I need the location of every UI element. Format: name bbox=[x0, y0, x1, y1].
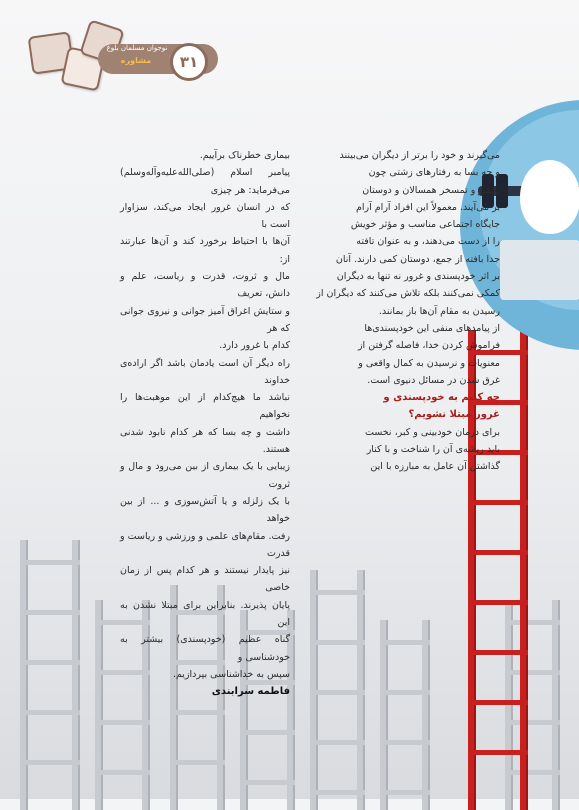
text-line: باید ریشه‌ی آن را شناخت و با کنار bbox=[366, 444, 500, 456]
text-line: بر اثر خودپسندی و غرور نه تنها به دیگران bbox=[336, 271, 500, 283]
text-line: می‌گیرند و خود را برتر از دیگران می‌بینند bbox=[339, 150, 500, 161]
article-left-column bbox=[120, 147, 290, 701]
text-line: پایان پذیرند. بنابراین برای مبتلا نشدن به این bbox=[120, 599, 290, 629]
text-line: نیز پایدار نیستند و هر کدام پس از زمان خاصی bbox=[120, 565, 290, 594]
text-line: برای درمان خودبینی و کبر، نخست bbox=[364, 426, 500, 438]
text-line: معنویات و نرسیدن به کمال واقعی و bbox=[358, 357, 500, 369]
section-heading: غرور مبتلا نشویم؟ bbox=[408, 409, 500, 421]
article-right-column bbox=[300, 147, 500, 476]
text-line: فراموش کردن خدا، فاصله گرفتن از bbox=[357, 340, 500, 352]
ladder-grey bbox=[380, 620, 430, 810]
text-line: نباشد ما هیچ‌کدام از این موهبت‌ها را نخواهیم bbox=[120, 392, 290, 421]
text-line: زیبایی با یک بیماری از بین می‌رود و مال و ثروت bbox=[120, 461, 290, 490]
text-line: غرق شدن در مسائل دنیوی است. bbox=[367, 374, 500, 386]
text-line: را از دست می‌دهند، و به عنوان تافته bbox=[356, 236, 500, 248]
text-line: راه دیگر آن است یادمان باشد اگر اراده‌ی خداوند bbox=[120, 357, 290, 386]
text-line: مال و ثروت، قدرت و ریاست، علم و دانش، تعریف bbox=[120, 271, 290, 300]
ladder-grey bbox=[310, 570, 365, 810]
section-label: مشاوره bbox=[120, 56, 152, 65]
section-heading: چه کنیم به خودپسندی و bbox=[383, 392, 500, 404]
text-line: جایگاه اجتماعی مناسب و مؤثر خویش bbox=[350, 219, 500, 231]
author-name: فاطمه سرابندی bbox=[211, 686, 290, 698]
text-line: رفت. مقام‌های علمی و ورزشی و ریاست و قدرت bbox=[120, 530, 290, 559]
text-line: از پیامدهای منفی این خودپسندی‌ها bbox=[364, 322, 500, 334]
text-line: پیامبر اسلام (صلی‌الله‌علیه‌وآله‌وسلم) می‌فرماید: هر چیزی bbox=[120, 167, 290, 196]
magazine-title: نوجوان مسلمان بلوغ bbox=[106, 44, 168, 52]
text-line: که در انسان غرور ایجاد می‌کند، سزاوار است با bbox=[120, 201, 290, 231]
text-line: داشت و چه بسا که هر کدام نابود شدنی هستند. bbox=[120, 426, 290, 456]
text-line: بر می‌آیند. معمولاً این افراد آرام آرام bbox=[356, 201, 500, 213]
text-line: و چه بسا به رفتارهای زشتی چون bbox=[368, 167, 500, 179]
page-number: ۳۱ bbox=[170, 43, 208, 81]
text-line: گناه عظیم (خودپسندی) بیشتر به خودشناسی و bbox=[120, 634, 290, 663]
text-line: بیماری خطرناک برآییم. bbox=[199, 150, 290, 161]
text-line: جدا بافته از جمع، دوستان کمی دارند. آنان bbox=[335, 253, 500, 265]
text-line: کدام با غرور دارد. bbox=[219, 340, 290, 352]
text-line: رسیدن به مقام آن‌ها باز بمانند. bbox=[378, 305, 500, 317]
text-line: تحقیر و تمسخر همسالان و دوستان bbox=[362, 184, 500, 196]
text-line: و ستایش اغراق آمیز جوانی و نیروی جوانی که هر bbox=[120, 305, 290, 334]
page-header bbox=[20, 20, 220, 90]
text-line: سپس به خداشناسی بپردازیم. bbox=[172, 668, 290, 680]
text-line: کمکی نمی‌کنند بلکه تلاش می‌کنند که دیگران از bbox=[316, 288, 500, 300]
text-line: آن‌ها با احتیاط برخورد کند و آن‌ها عبارتند از: bbox=[120, 236, 290, 265]
text-line: با یک زلزله و یا آتش‌سوزی و ... از بین خواهد bbox=[120, 495, 290, 525]
text-line: گذاشتن آن عامل به مبارزه با این bbox=[370, 461, 500, 473]
ladder-grey bbox=[20, 540, 80, 810]
